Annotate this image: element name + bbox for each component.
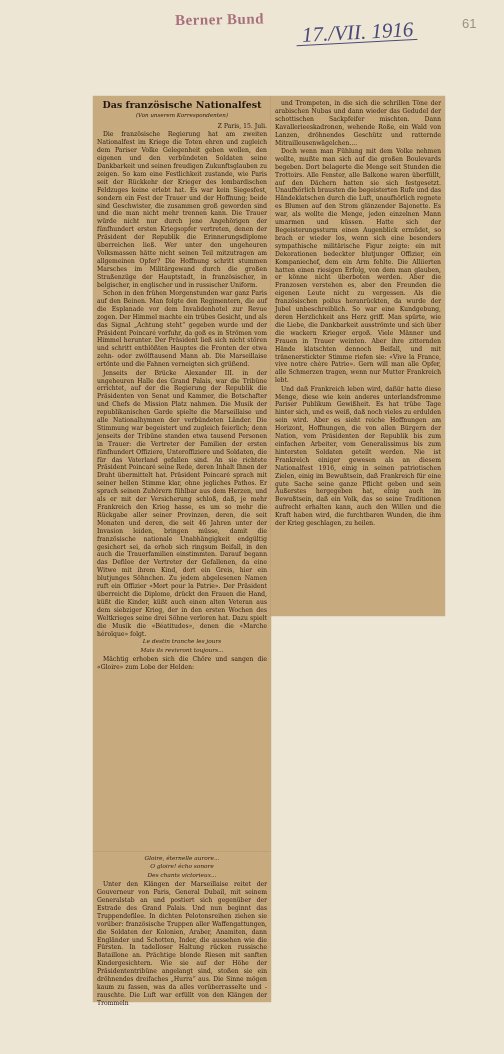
- paragraph: Und daß Frankreich leben wird, daßür hatte diese Menge, diese wie kein anderes unterlandsfromme Pariser Publikum Gewißheit. Es hat trübe Tage hinter sich, und es weiß, daß noch vieles zu erdulden sein wird. Aber es sieht reiche Hoffnungen am Horizont, Hoffnungen, die von allen Bürgern der Nation, vom Präsidenten der Republik bis zum einfachen Arbeiter, vom Generalissimus bis zum hintersten Soldaten geteilt werden. Nie ist Frankreich einiger gewesen als an diesem Nationalfest 1916, einig in seinen patriotischen Zielen, einig im Bewußtsein, daß Frankreich für eine gute Sache seine ganze Pflicht geben und sein Äußerstes hergegeben hat, einig auch im Bewußtsein, daß ein Volk, das so seine Traditionen aufrecht erhalten kann, auch den Willen und die Kraft haben wird, die furchtbaren Wunden, die ihm der Krieg geschlagen, zu heilen.: [275, 385, 441, 528]
- page-number: 61: [462, 16, 477, 31]
- newspaper-stamp: Berner Bund: [174, 11, 265, 30]
- article-bottom-piece: [97, 855, 267, 1007]
- poem-line: Le destin tranche les jours: [142, 639, 222, 646]
- poem-line: Des chants victorieux...: [147, 872, 217, 879]
- paragraph: Die französische Regierung hat am zweiten Nationalfest im Kriege die Toten ehren und zugleich dem Pariser Volke Gelegenheit geben wollen, den eigenen und den verbündeten Soldaten seine Dankbarkeit und seinen freudigen Zukunftsglauben zu zeigen. So kam eine Festlichkeit zustande, wie Paris seit der Rückkehr der Krieger des lombardischen Feldzuges keine erlebt hat. Es war kein Siegesfest, sondern ein Fest der Trauer und der Hoffnung; beide sind Geschwister, die zusammen groß geworden sind und die man nicht mehr trennen kann. Die Trauer würde nicht nur durch jene Angehörigen der fünfhundert ersten Kriegsopfer vertreten, denen der Präsident der Republik die Erinnerungsdiplome überreichen ließ. Wer unter den ungeheuren Volksmassen hätte nicht seinen Teil mitzutragen am allgemeinen Opfer? Die Hoffnung schritt stummen Marsches im Militärgewand durch die großen Straßenzüge der Hauptstadt, in französischer, in belgischer, in englischer und in russischer Uniform.: [97, 131, 267, 289]
- article-left-column: [97, 100, 267, 852]
- poem-line: O gloire! écho sonore: [150, 864, 214, 871]
- dateline: Z Paris, 15. Juli.: [217, 123, 267, 130]
- handwritten-date: 17./VII. 1916: [301, 17, 414, 47]
- paragraph: Schon in den frühen Morgenstunden war ganz Paris auf den Beinen. Man folgte den Regimentern, die auf die Esplanade vor dem Invalidenhotel zur Revue zogen. Der Himmel machte ein trübes Gesicht, und als das Signal „Achtung steht“ gegeben wurde und der Präsident Poincaré vorfuhr, da goß es in Strömen vom Himmel herunter. Der Präsident ließ sich nicht stören und schritt entblößten Hauptes die Fronten der etwa zehn- oder zwölftausend Mann ab. Die Marseillaise ertönte und die Fahnen verneigten sich grüßend.: [97, 290, 267, 369]
- poem-line: Gloire, éternelle aurore...: [144, 856, 220, 862]
- paragraph: Unter den Klängen der Marseillaise reitet der Gouverneur von Paris, General Dubail, mit seinem Generalstab an und postiert sich gegenüber der Estrade des Grand Palais. Und nun beginnt das Truppendefilee. In dichten Pelotonsreihen ziehen sie vorüber: französische Truppen aller Waffengattungen, die Soldaten der Kolonien, Araber, Anamiten, dann Engländer und Schotten, Inder, die aussehen wie die Fürsten. In tadelloser Haltung rücken russische Bataillone an. Prächtige blonde Riesen mit sanften Kindergesichtern. Wie sie auf der Höhe der Präsidententribüne angelangt sind, stoßen sie ein dröhnendes dreifaches „Hurra“ aus. Die Sinne mögen kaum zu fassen, was da alles vorüberrasselte und -rauschte. Die Luft war erfüllt von den Klängen der Trommeln: [97, 881, 267, 1007]
- paragraph: und Trompeten, in die sich die schrillen Töne der arabischen Nubas und dann wieder das Gedudel der schottischen Sackpfeifer mischten. Dann Kavallerieeskadronen, wehende Roße, ein Wald von Lanzen, dröhnendes Geschütz und ratternde Mitrailleusenwägelchen....: [275, 100, 441, 147]
- poem-line: Mais ils revivront toujours...: [140, 647, 224, 654]
- paragraph: Jenseits der Brücke Alexander III. in der ungeheuren Halle des Grand Palais, war die Tribüne errichtet, auf der die Regierung der Republik die Präsidenten von Senat und Kammer, die Botschafter und Chefs de Mission Platz nahmen. Die Musik der republikanischen Garde spielte die Marseillaise und alle Nationalhymnen der verbündeten Länder. Die Stimmung war begeistert und zugleich feierlich; denn jenseits der Tribüne standen etwa tausend Personen in Trauer: die Vertreter der Familien der ersten fünfhundert Offiziere, Unteroffiziere und Soldaten, die für das Vaterland gefallen sind. An sie richtete Präsident Poincaré seine Rede, deren Inhalt Ihnen der Draht übermittelt hat. Präsident Poincaré sprach mit seiner hellen Stimme klar, ohne jegliches Pathos. Er sprach seinen Zuhörern fühlbar aus dem Herzen, und als er mit der Versicherung schloß, daß, je mehr Frankreich den Krieg hasse, es um so mehr die Rückgabe aller seiner Provinzen, deren, die seit Monaten und deren, die seit 46 Jahren unter der Invasion leiden, bringen müsse, damit die französische nationale Unabhängigkeit endgültig gesichert sei, da erhob sich ringsum Beifall, in den auch die Trauerfamilien einstimmten. Darauf begann das Defilee der Vertreter der Gefallenen, da eine Witwe mit ihrem Kind, dort ein Greis, hier ein blutjunges Söhnchen. Zu jedem abgelesenen Namen ruft ein Offizier «Mort pour la Patrie». Der Präsident überreicht die Diplome, drückt den Frauen die Hand, küßt die Kinder, küßt auch einen alten Veteran aus dem siebziger Krieg, der in den ersten Wochen des Weltkrieges seine drei Söhne verloren hat. Dazu spielt die Musik die «Béatitudes», denen die «Marche héroïque» folgt.: [97, 369, 267, 638]
- article-title: Das französische Nationalfest: [102, 100, 262, 111]
- paragraph: Doch wenn man Fühlung mit dem Volke nehmen wollte, mußte man sich auf die großen Boulevards begeben. Dort belagerte die Menge seit Stunden die Trottoirs. Alle Fenster, alle Balkone waren überfüllt, auf den Dächern hatten sie sich festgesetzt. Unaufhörlich brausten die begeisterten Rufe und das Händeklatschen durch die Luft, unaufhörlich regnete es Blumen auf den Strom glänzender Bajonette. Es war, als wollte die Menge, jeden einzelnen Mann umarmen und küssen. Hatte sich der Begeisterungssturm einen Augenblick ermüdet, so brach er wieder los, wenn sich eine besonders sympathische militärische Figur zeigte: ein mit Dekorationen bedeckter blutjunger Offizier, ein Kompaniechef, dem ein Arm fehlte. Die Alliierten hatten einen riesigen Erfolg, von dem man glauben, er könne nicht überboten werden. Aber die Franzosen verstehen es, aber den Freunden die eigenen Leute nicht zu vergessen. Als die französischen poilus heranrückten, da wurde der Jubel unbeschreiblich. So war eine Kundgebung, deren Herzlichkeit ans Herz griff. Man spürte, wie die Liebe, die Dankbarkeit ausströmte und sich über die wackern Krieger ergoß. Viele Männer und Frauen in Trauer weinten. Aber ihre zitternden Hände klatschten dennoch Beifall, und mit tränenerstickter Stimme riefen sie: «Vive la France, vive notre chère Patrie». Gern will man alle Opfer, alle Schmerzen tragen, wenn nur Mutter Frankreich lebt.: [275, 147, 441, 385]
- paragraph: Mächtig erhoben sich die Chöre und sangen die «Gloire» zum Lobe der Helden:: [97, 656, 267, 672]
- article-right-column: [275, 100, 441, 613]
- article-subtitle: (Von unserem Korrespondenten): [135, 113, 229, 119]
